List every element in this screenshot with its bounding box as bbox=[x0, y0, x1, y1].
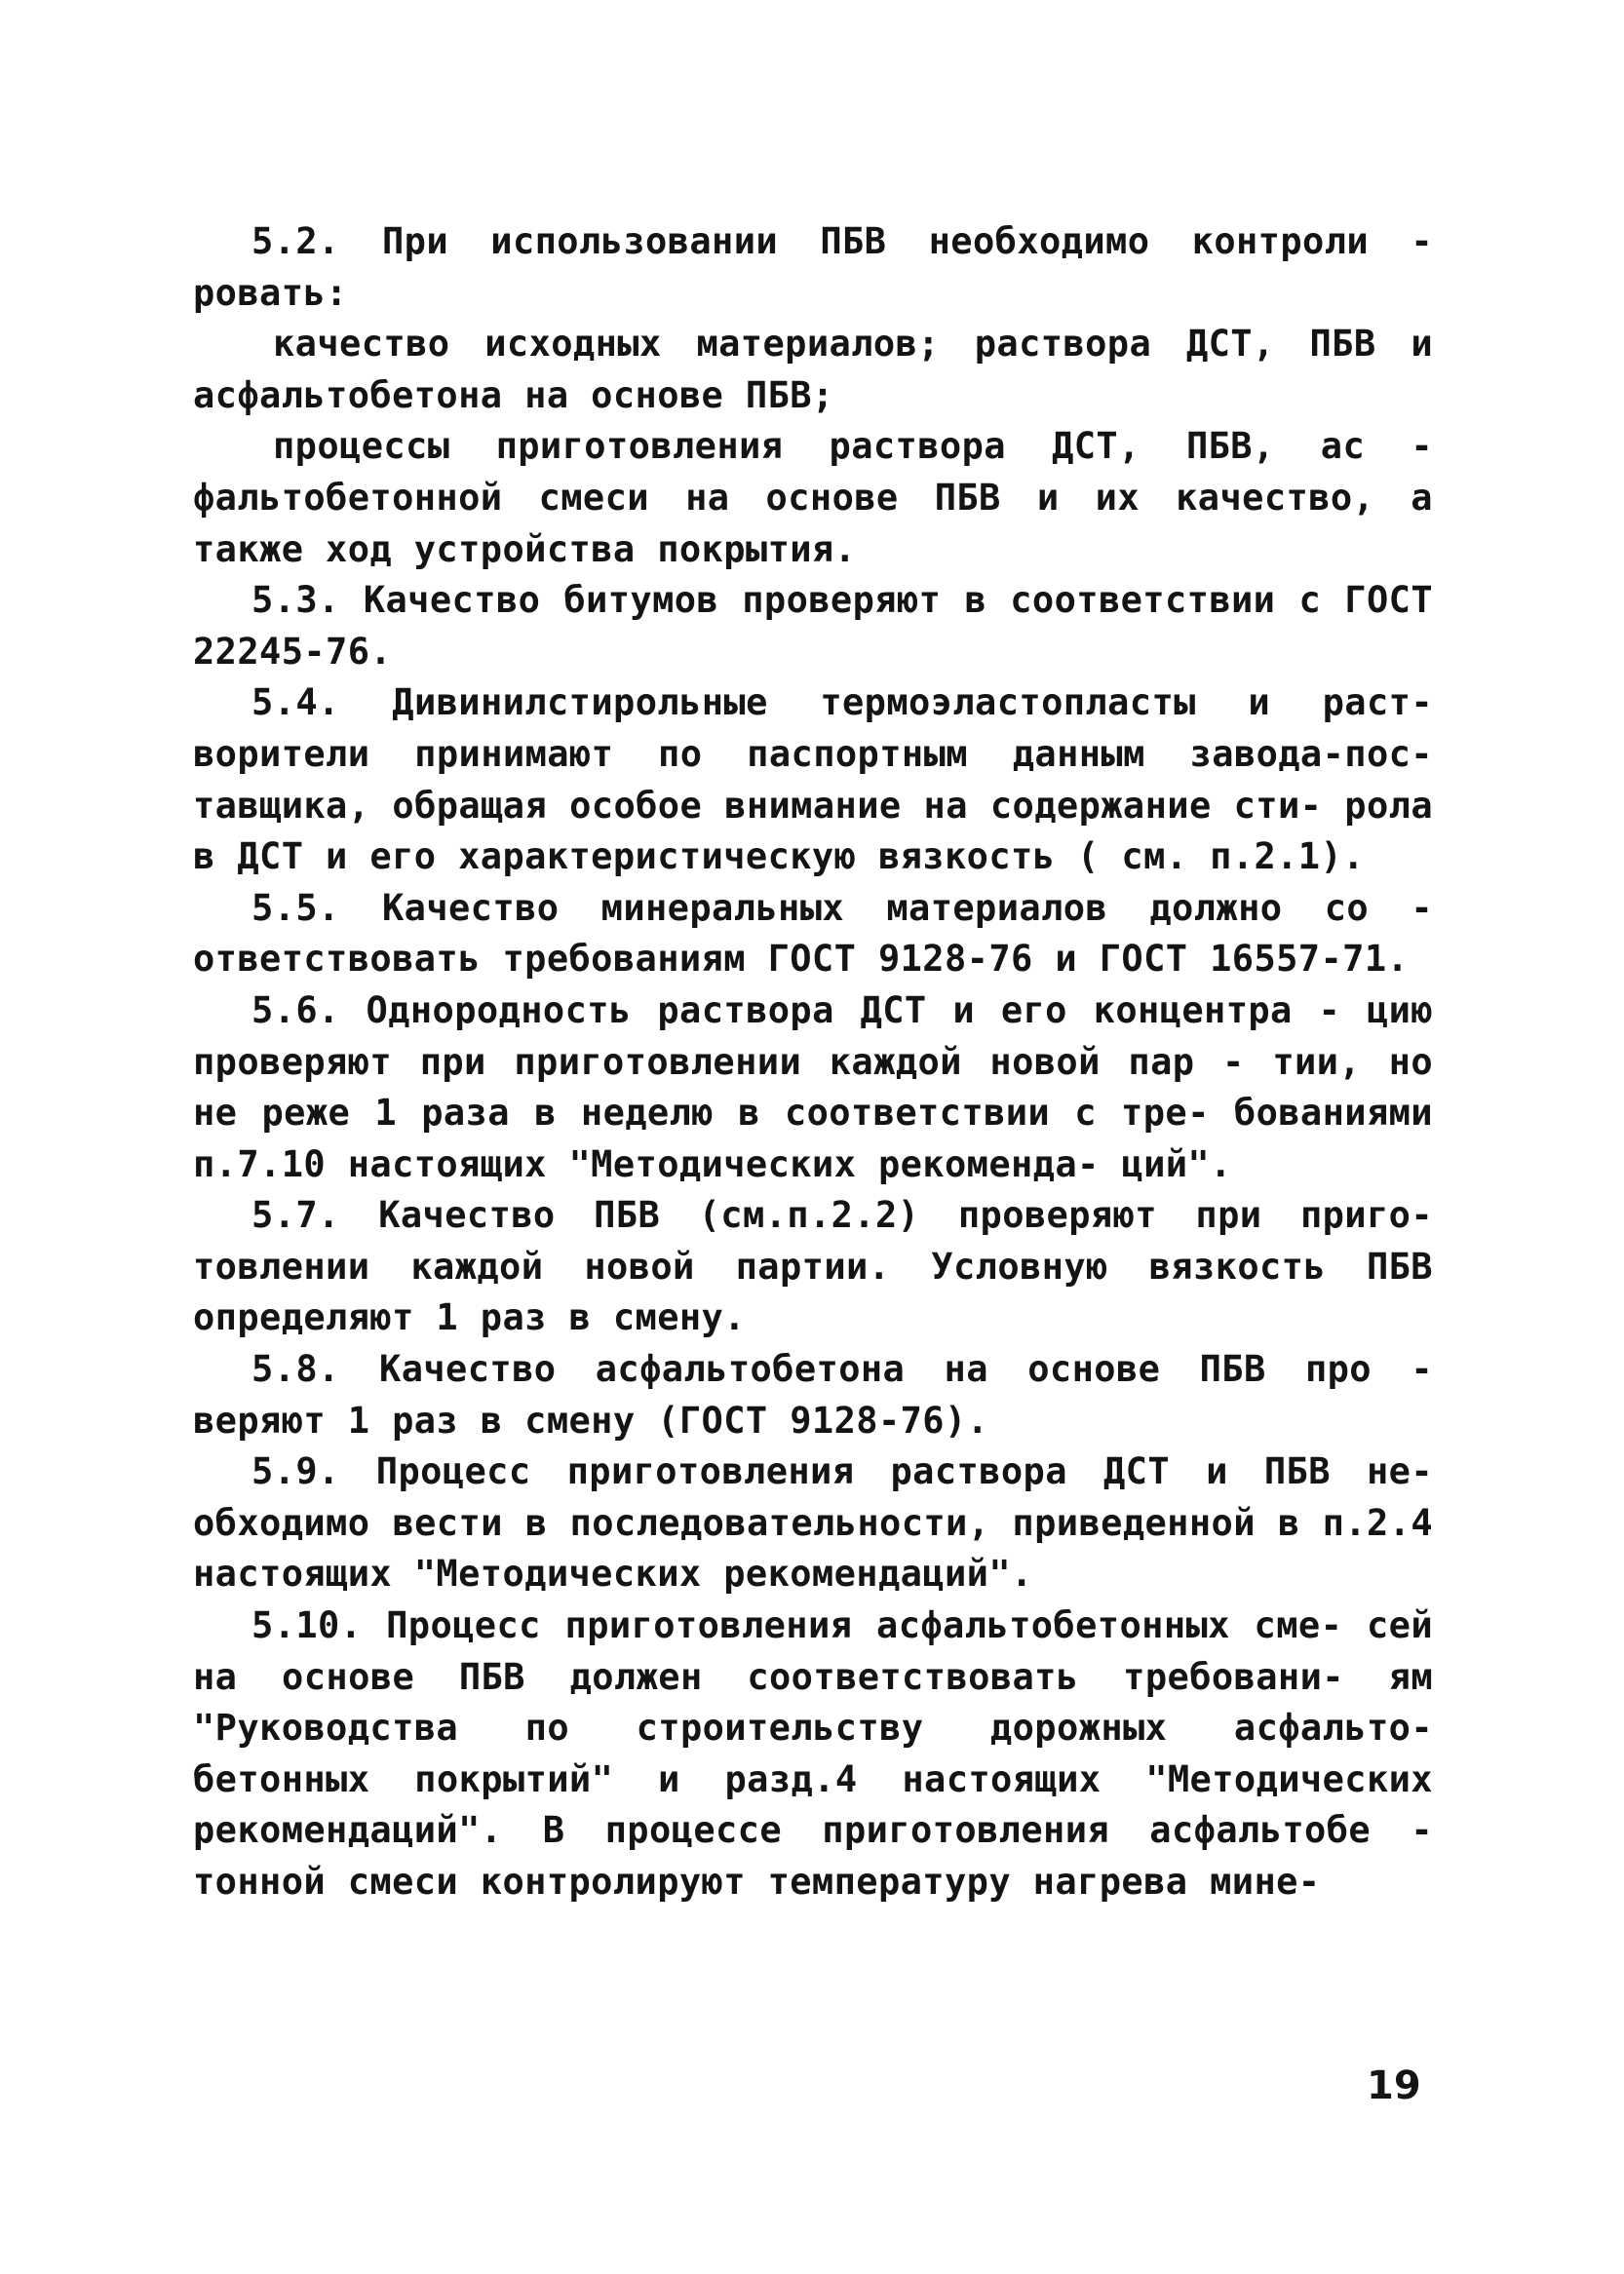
paragraph-5-10: 5.10. Процесс приготовления асфальтобетонных сме- сей на основе ПБВ должен соответствовать требовани- ям "Руководства по строительству дорожных асфальто- бетонных покрытий" и разд.4 настоящих "Методических рекомендаций". В процессе приготовления асфальтобе - тонной смеси контролируют температуру нагрева мине- bbox=[193, 1604, 1433, 1903]
paragraph-5-2-item-processes: процессы приготовления раствора ДСТ, ПБВ, ас - фальтобетонной смеси на основе ПБВ и их качество, а также ход устройства покрытия. bbox=[193, 425, 1433, 570]
paragraph-5-4: 5.4. Дивинилстирольные термоэластопласты и раст- ворители принимают по паспортным данным завода-пос- тавщика, обращая особое внимание на содержание сти- рола в ДСТ и его характеристическую вязкость ( см. п.2.1). bbox=[193, 681, 1433, 878]
page-number: 19 bbox=[1367, 2063, 1421, 2108]
paragraph-5-8: 5.8. Качество асфальтобетона на основе ПБВ про - веряют 1 раз в смену (ГОСТ 9128-76). bbox=[193, 1348, 1433, 1442]
paragraph-5-2-item-materials: качество исходных материалов; раствора ДСТ, ПБВ и асфальтобетона на основе ПБВ; bbox=[193, 323, 1433, 416]
paragraph-5-9: 5.9. Процесс приготовления раствора ДСТ и ПБВ не- обходимо вести в последовательности, приведенной в п.2.4 настоящих "Методических рекомендаций". bbox=[193, 1450, 1433, 1596]
paragraph-5-7: 5.7. Качество ПБВ (см.п.2.2) проверяют при приго- товлении каждой новой партии. Условную вязкость ПБВ определяют 1 раз в смену. bbox=[193, 1194, 1433, 1339]
paragraph-5-3: 5.3. Качество битумов проверяют в соответствии с ГОСТ 22245-76. bbox=[193, 579, 1433, 673]
paragraph-5-2: 5.2. При использовании ПБВ необходимо контроли - ровать: bbox=[193, 220, 1433, 314]
paragraph-5-5: 5.5. Качество минеральных материалов должно со - ответствовать требованиям ГОСТ 9128-76 и ГОСТ 16557-71. bbox=[193, 886, 1433, 981]
paragraph-5-6: 5.6. Однородность раствора ДСТ и его концентра - цию проверяют при приготовлении каждой новой пар - тии, но не реже 1 раза в неделю в соответствии с тре- бованиями п.7.10 настоящих "Методических рекоменда- ций". bbox=[193, 988, 1433, 1185]
body-text bbox=[193, 216, 1433, 1908]
